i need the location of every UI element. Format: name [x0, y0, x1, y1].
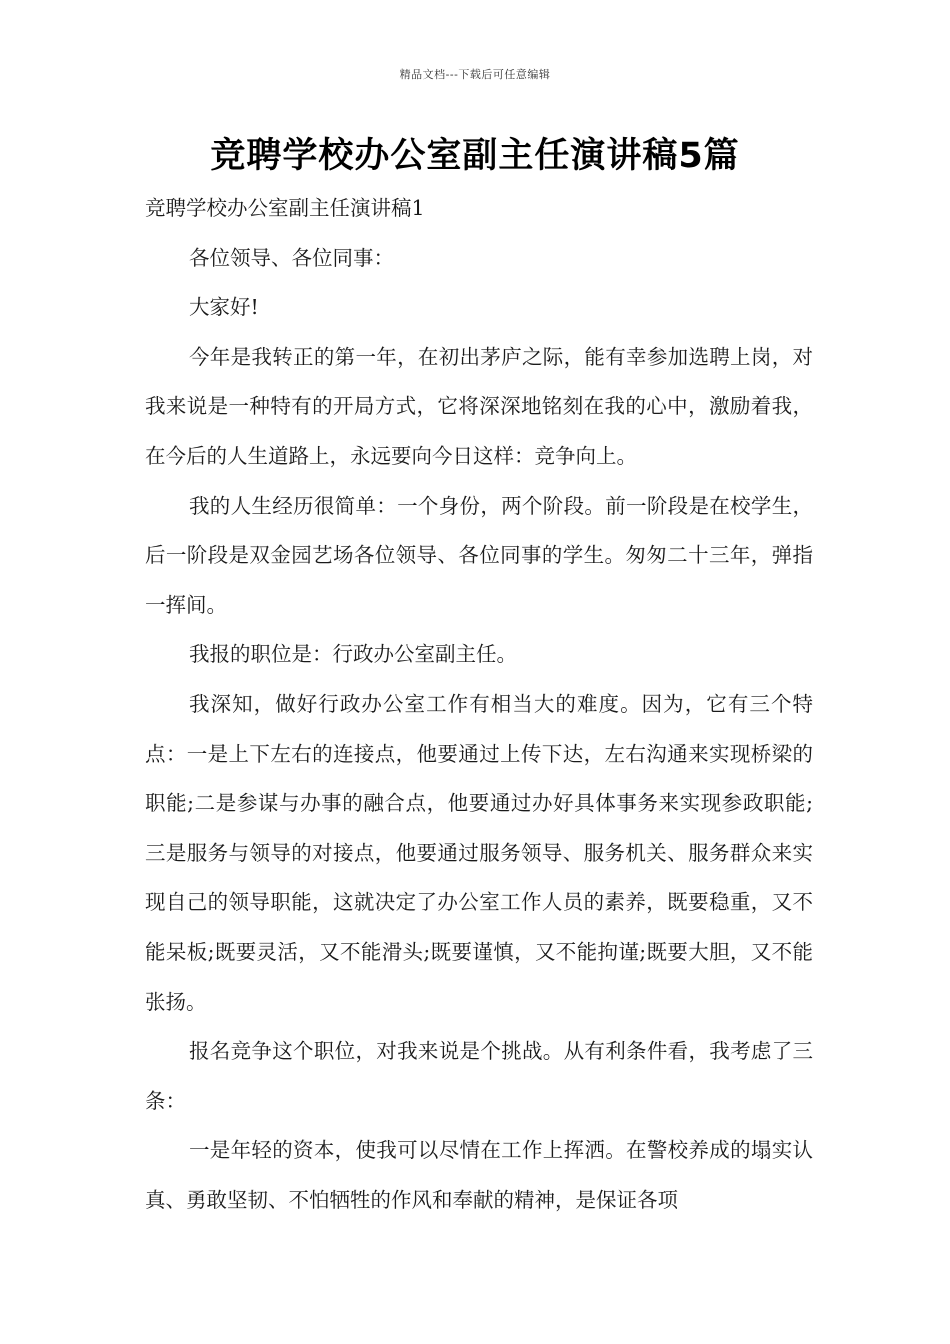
paragraph-hello: 大家好!: [189, 295, 259, 320]
document-body: [145, 184, 813, 1225]
paragraph: 我深知，做好行政办公室工作有相当大的难度。因为，它有三个特点：一是上下左右的连接点，他要通过上传下达，左右沟通来实现桥梁的职能;二是参谋与办事的融合点，他要通过办好具体事务来实现参政职能;三是服务与领导的对接点，他要通过服务领导、服务机关、服务群众来实现自己的领导职能，这就决定了办公室工作人员的素养，既要稳重，又不能呆板;既要灵活，又不能滑头;既要谨慎，又不能拘谨;既要大胆，又不能张扬。: [145, 691, 813, 1014]
paragraph-greeting: 各位领导、各位同事：: [189, 245, 394, 270]
paragraph: 今年是我转正的第一年，在初出茅庐之际，能有幸参加选聘上岗，对我来说是一种特有的开局方式，它将深深地铭刻在我的心中，激励着我，在今后的人生道路上，永远要向今日这样：竞争向上。: [145, 344, 813, 468]
paragraph: 报名竞争这个职位，对我来说是个挑战。从有利条件看，我考虑了三条：: [145, 1039, 813, 1113]
document-title: 竞聘学校办公室副主任演讲稿5篇: [210, 136, 740, 176]
section-subtitle: 竞聘学校办公室副主任演讲稿1: [145, 196, 425, 220]
header-note: 精品文档---下载后可任意编辑: [399, 68, 551, 81]
paragraph: 我的人生经历很简单：一个身份，两个阶段。前一阶段是在校学生，后一阶段是双金园艺场各位领导、各位同事的学生。匆匆二十三年，弹指一挥间。: [145, 493, 813, 617]
paragraph: 一是年轻的资本，使我可以尽情在工作上挥洒。在警校养成的塌实认真、勇敢坚韧、不怕牺牲的作风和奉献的精神，是保证各项: [145, 1138, 813, 1212]
paragraph: 我报的职位是：行政办公室副主任。: [189, 642, 517, 667]
